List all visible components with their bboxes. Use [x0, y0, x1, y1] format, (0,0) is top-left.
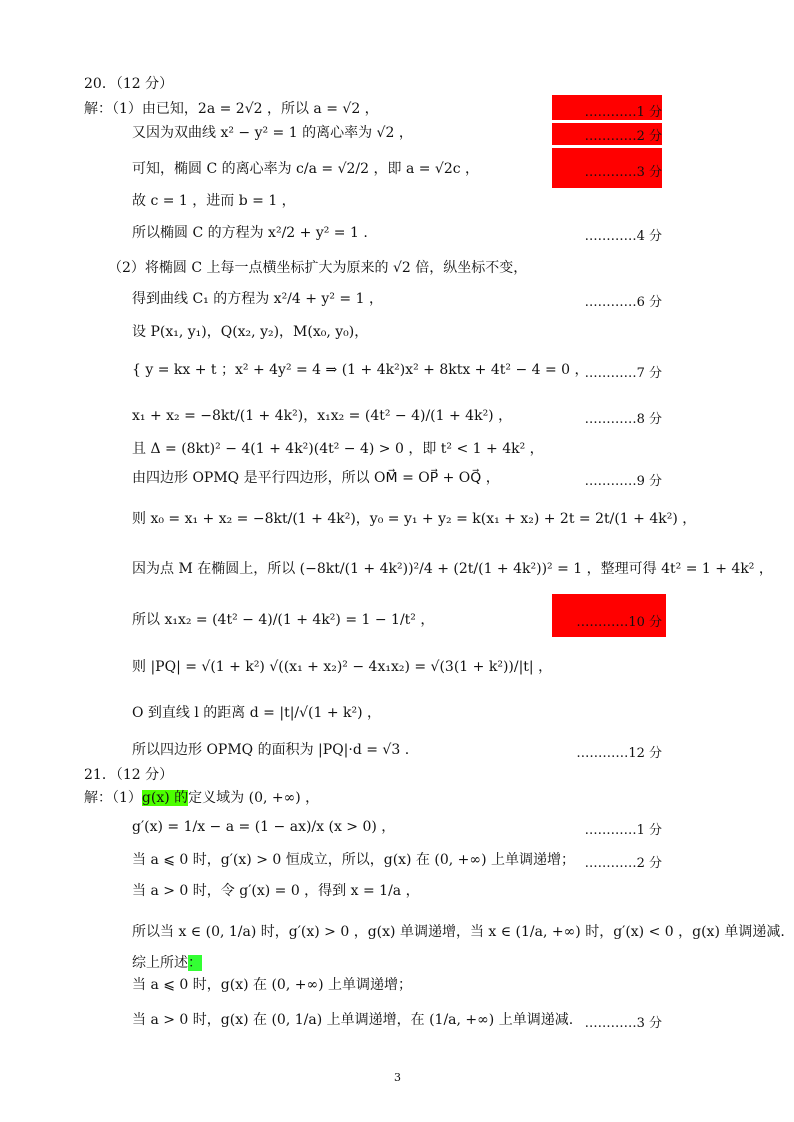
q21-header: 21．（12 分）	[84, 767, 174, 783]
q20-line-14: 因为点 M 在椭圆上，所以 (−8kt/(1 + 4k²))²/4 + (2t/(1 + 4k²))² = 1 ，整理可得 4t² = 1 + 4k² ，	[132, 561, 773, 577]
page-number: 3	[394, 1071, 401, 1084]
q20-line-3: 可知，椭圆 C 的离心率为 c/a = √2/2 ，即 a = √2c ，	[132, 161, 480, 177]
q20-header: 20．（12 分）	[84, 76, 174, 92]
q20-line-5: 所以椭圆 C 的方程为 x²/2 + y² = 1 .	[132, 225, 368, 241]
q21-score-mark-1: …………1 分	[584, 823, 662, 838]
q21-line-7: 当 a > 0 时，g(x) 在 (0, 1/a) 上单调递增，在 (1/a, +∞) 上单调递减.	[132, 1012, 574, 1028]
q20-line-2: 又因为双曲线 x² − y² = 1 的离心率为 √2 ，	[132, 125, 413, 141]
q20-line-6: （2）将椭圆 C 上每一点横坐标扩大为原来的 √2 倍，纵坐标不变，	[108, 260, 528, 276]
q20-score-mark-8: …………9 分	[584, 474, 662, 489]
q21-line-3: 当 a ⩽ 0 时，g′(x) > 0 恒成立，所以，g(x) 在 (0, +∞) 上单调递增；	[132, 852, 575, 868]
q20-score-mark-7: …………8 分	[584, 412, 662, 427]
q21-score-mark-3: …………3 分	[584, 1016, 662, 1031]
q21-summary	[132, 954, 202, 972]
q20-score-mark-6: …………7 分	[584, 366, 662, 381]
q20-score-mark-2: …………2 分	[584, 129, 662, 144]
q21-line-6: 当 a ⩽ 0 时，g(x) 在 (0, +∞) 上单调递增；	[132, 977, 413, 993]
q21-line-4: 当 a > 0 时，令 g′(x) = 0 ，得到 x = 1/a ，	[132, 883, 420, 899]
q20-line-18: 所以四边形 OPMQ 的面积为 |PQ|·d = √3 .	[132, 742, 410, 758]
q20-line-13: 则 x₀ = x₁ + x₂ = −8kt/(1 + 4k²)，y₀ = y₁ + y₂ = k(x₁ + x₂) + 2t = 2t/(1 + 4k²) ，	[132, 511, 697, 527]
q21-line-2: g′(x) = 1/x − a = (1 − ax)/x (x > 0) ，	[132, 819, 396, 835]
highlighted-text: g(x) 的	[141, 790, 189, 806]
q21-line-1	[84, 789, 319, 807]
q20-line-17: O 到直线 l 的距离 d = |t|/√(1 + k²) ，	[132, 705, 382, 721]
q21-score-mark-2: …………2 分	[584, 856, 662, 871]
q20-score-mark-5: …………6 分	[584, 295, 662, 310]
q20-line-4: 故 c = 1 ，进而 b = 1 ，	[132, 193, 296, 209]
q21-line1-suffix: 定义域为 (0, +∞) ，	[188, 790, 320, 806]
q21-line-5: 所以当 x ∈ (0, 1/a) 时，g′(x) > 0 ，g(x) 单调递增，当 x ∈ (1/a, +∞) 时，g′(x) < 0 ，g(x) 单调递减.	[132, 924, 785, 940]
q20-line-10: x₁ + x₂ = −8kt/(1 + 4k²)，x₁x₂ = (4t² − 4)/(1 + 4k²) ，	[132, 408, 513, 424]
q20-line-8: 设 P(x₁, y₁)，Q(x₂, y₂)，M(x₀, y₀)，	[132, 324, 369, 340]
highlighted-colon: ：	[188, 955, 202, 971]
q21-line1-prefix: 解：（1）	[84, 790, 142, 806]
q20-line-15: 所以 x₁x₂ = (4t² − 4)/(1 + 4k²) = 1 − 1/t² ，	[132, 612, 435, 628]
q20-score-mark-4: …………4 分	[584, 229, 662, 244]
q20-line-9: { y = kx + t ；x² + 4y² = 4 ⇒ (1 + 4k²)x² + 8ktx + 4t² − 4 = 0 ，	[132, 362, 589, 378]
q20-line-7: 得到曲线 C₁ 的方程为 x²/4 + y² = 1 ，	[132, 291, 383, 307]
q20-line-1: 解：（1）由已知，2a = 2√2 ，所以 a = √2 ，	[84, 101, 379, 117]
q20-score-mark-3: …………3 分	[584, 165, 662, 180]
q21-summary-text: 综上所述	[132, 955, 188, 971]
q20-score-mark-10: …………12 分	[576, 746, 662, 761]
q20-line-16: 则 |PQ| = √(1 + k²) √((x₁ + x₂)² − 4x₁x₂) = √(3(1 + k²))/|t| ，	[132, 659, 553, 675]
q20-score-mark-9: …………10 分	[576, 615, 662, 630]
q20-score-mark-1: …………1 分	[584, 105, 662, 120]
q20-line-12: 由四边形 OPMQ 是平行四边形，所以 OM⃗ = OP⃗ + OQ⃗ ，	[132, 470, 500, 486]
q20-line-11: 且 Δ = (8kt)² − 4(1 + 4k²)(4t² − 4) > 0 ，即 t² < 1 + 4k² ，	[132, 441, 544, 457]
